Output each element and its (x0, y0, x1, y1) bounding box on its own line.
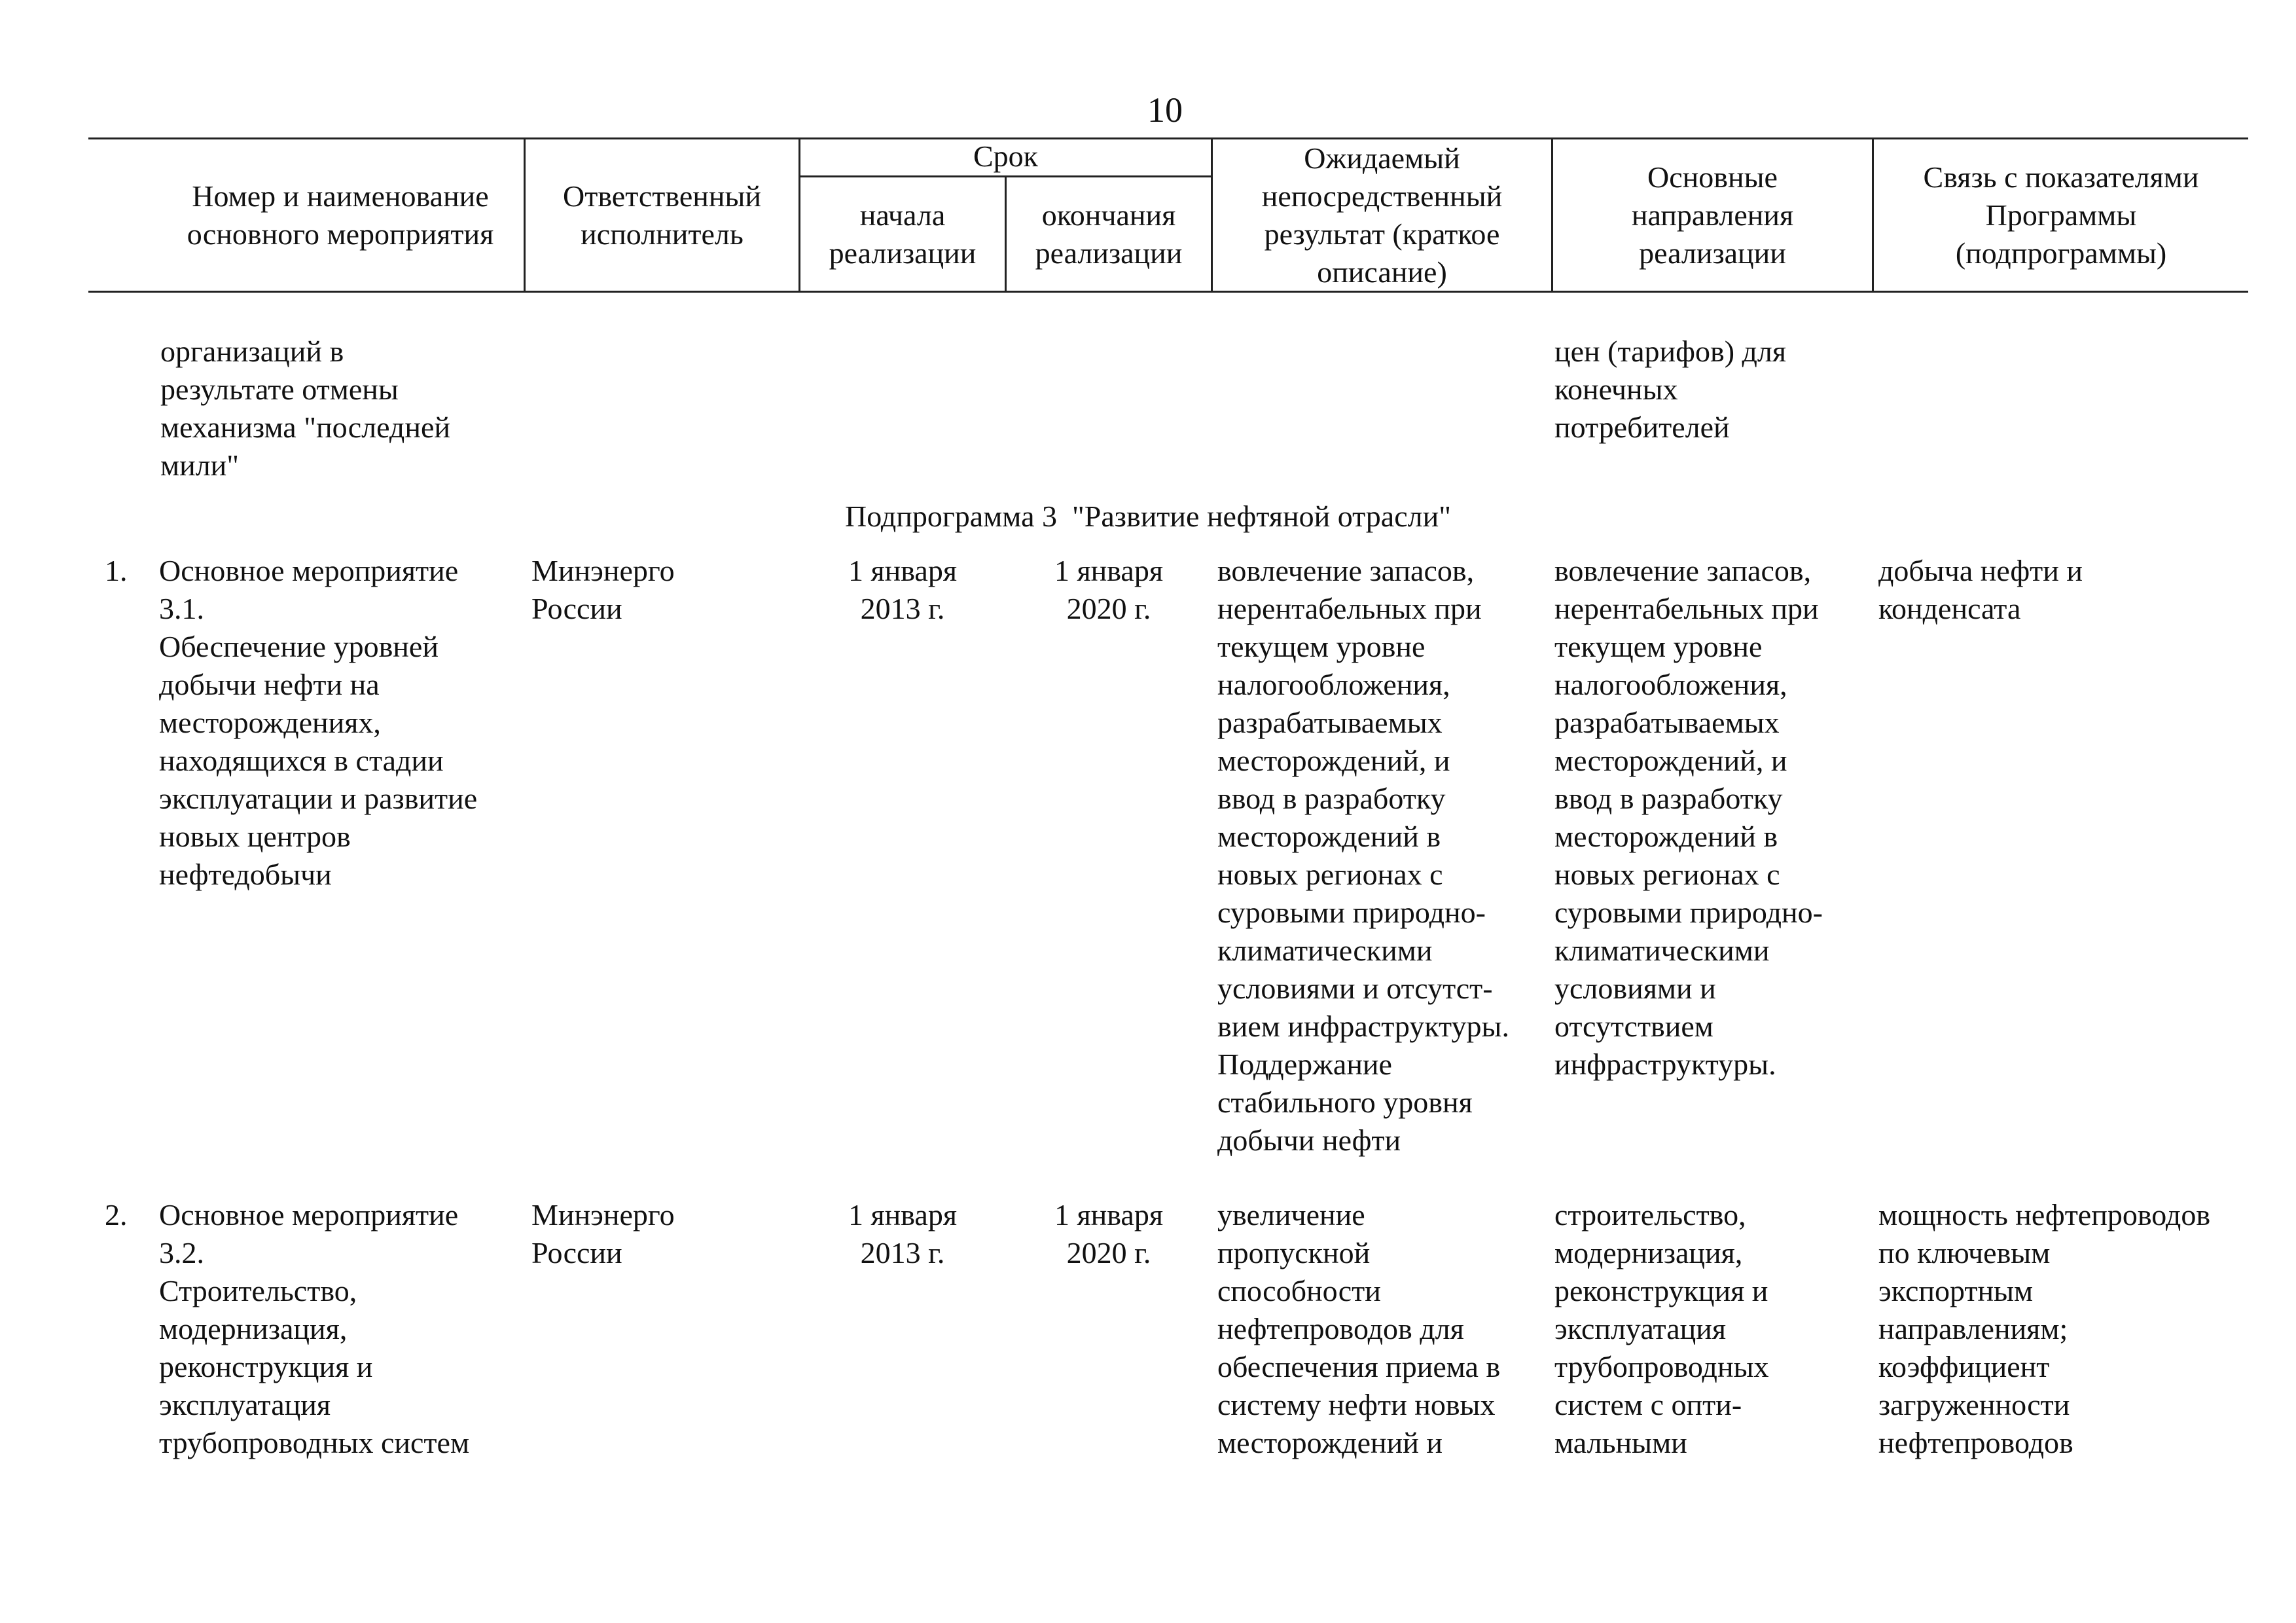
header-indicators-text: Связь с показателями Программы (подпрограммы) (1923, 160, 2199, 270)
row-directions: строительство, модернизация, реконструкция и эксплуатация трубопроводных систем с опти- мальными (1554, 1198, 1769, 1459)
header-executor-text: Ответственный исполнитель (563, 179, 761, 251)
row-executor: Минэнерго России (531, 554, 675, 625)
header-executor (526, 140, 798, 291)
row-executor: Минэнерго России (531, 1198, 675, 1269)
header-directions-text: Основные направления реализации (1631, 160, 1794, 270)
row-end: 1 января 2020 г. (1054, 1198, 1163, 1269)
page-number: 10 (1147, 90, 1183, 130)
row-end: 1 января 2020 г. (1054, 554, 1163, 625)
header-end-text: окончания реализации (1035, 198, 1183, 270)
header-result-text: Ожидаемый непосредственный результат (краткое описание) (1261, 141, 1503, 289)
row-result: вовлечение запасов, нерентабельных при текущем уровне налогообложения, разрабатываемых месторождений, и ввод в разработку месторождений в новых регионах с суровыми природно- климатическими условиями и отсутст- вием инфраструктуры. Поддержание стабильного уровня добычи нефти (1217, 554, 1509, 1157)
continuation-directions: цен (тарифов) для конечных потребителей (1554, 335, 1787, 444)
header-indicators (1874, 140, 2248, 291)
row-start: 1 января 2013 г. (848, 554, 957, 625)
header-name (157, 140, 524, 291)
header-end (1007, 177, 1211, 291)
header-directions (1553, 140, 1872, 291)
header-term-text: Срок (973, 139, 1039, 173)
row-indicators: мощность нефтепроводов по ключевым экспортным направлениям; коэффициент загруженности нефтепроводов (1878, 1198, 2211, 1459)
row-name: Основное мероприятие 3.1. Обеспечение уровней добычи нефти на месторождениях, находящихся в стадии эксплуатации и развитие новых центров нефтедобычи (159, 554, 478, 891)
row-number: 1. (105, 554, 128, 587)
subprogram-title: Подпрограмма 3 "Развитие нефтяной отрасли" (845, 500, 1451, 533)
row-indicators: добыча нефти и конденсата (1878, 554, 2083, 625)
row-name: Основное мероприятие 3.2. Строительство, модернизация, реконструкция и эксплуатация трубопроводных систем (159, 1198, 470, 1459)
header-result (1213, 137, 1551, 293)
continuation-name: организаций в результате отмены механизма "последней мили" (160, 335, 450, 482)
header-name-text: Номер и наименование основного мероприятия (187, 179, 494, 251)
header-start-text: начала реализации (829, 198, 977, 270)
header-start (800, 177, 1005, 291)
row-directions: вовлечение запасов, нерентабельных при текущем уровне налогообложения, разрабатываемых месторождений, и ввод в разработку месторождений в новых регионах с суровыми природно- климатическими условиями и отсутствием инфраструктуры. (1554, 554, 1823, 1081)
row-result: увеличение пропускной способности нефтепроводов для обеспечения приема в систему нефти новых месторождений и (1217, 1198, 1501, 1459)
row-number: 2. (105, 1198, 128, 1231)
header-bottom-rule (88, 291, 2248, 293)
header-term (800, 137, 1211, 175)
row-start: 1 января 2013 г. (848, 1198, 957, 1269)
